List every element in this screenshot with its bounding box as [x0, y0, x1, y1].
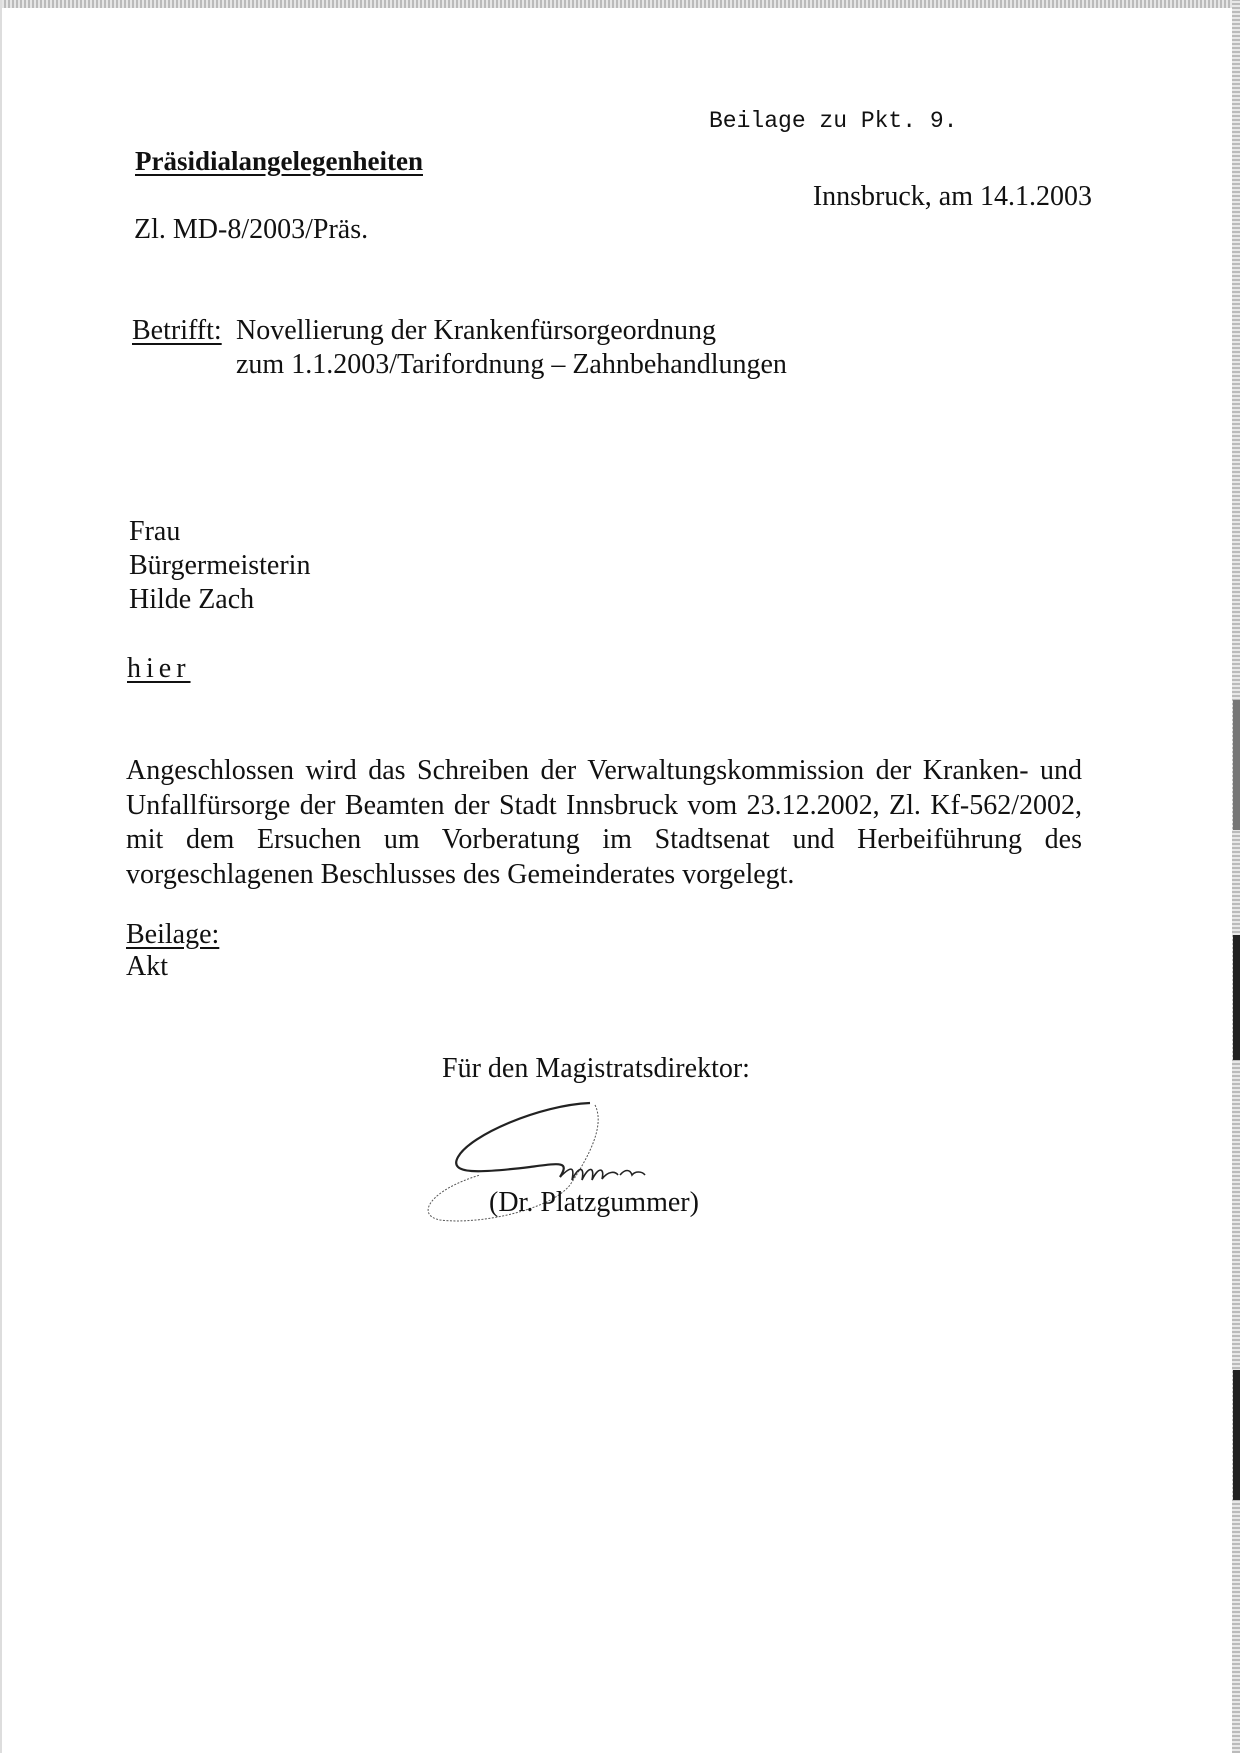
subject-line-1: Novellierung der Krankenfürsorgeordnung: [236, 315, 717, 346]
recipient-salutation: Frau: [129, 516, 181, 547]
subject-line-2: zum 1.1.2003/Tarifordnung – Zahnbehandlungen: [236, 349, 787, 380]
department-heading: Präsidialangelegenheiten: [135, 146, 423, 176]
scan-mark: [1233, 935, 1240, 1060]
enclosure-label: Beilage:: [126, 919, 220, 950]
scan-mark: [1233, 1370, 1240, 1500]
enclosure-item: Akt: [126, 951, 168, 982]
recipient-title: Bürgermeisterin: [129, 550, 311, 581]
signature-name: (Dr. Platzgummer): [489, 1187, 699, 1218]
reference-number: Zl. MD-8/2003/Präs.: [134, 214, 369, 245]
recipient-location: hier: [127, 653, 191, 684]
subject-label: Betrifft:: [132, 315, 222, 346]
scan-mark: [1233, 700, 1240, 830]
signature-on-behalf: Für den Magistratsdirektor:: [442, 1053, 750, 1084]
scan-edge-left: [0, 0, 2, 1753]
attachment-note: Beilage zu Pkt. 9.: [709, 108, 958, 134]
recipient-name: Hilde Zach: [129, 584, 255, 615]
body-paragraph: Angeschlossen wird das Schreiben der Verwaltungskommission der Kranken- und Unfallfürsorge der Beamten der Stadt Innsbruck vom 23.12.2002, Zl. Kf-562/2002, mit dem Ersuchen um Vorberatung im Stadtsenat und Herbeiführung des vorgeschlagenen Beschlusses des Gemeinderates vorgelegt.: [126, 755, 1082, 890]
place-date: Innsbruck, am 14.1.2003: [812, 181, 1092, 212]
scan-edge-top: [0, 0, 1240, 8]
